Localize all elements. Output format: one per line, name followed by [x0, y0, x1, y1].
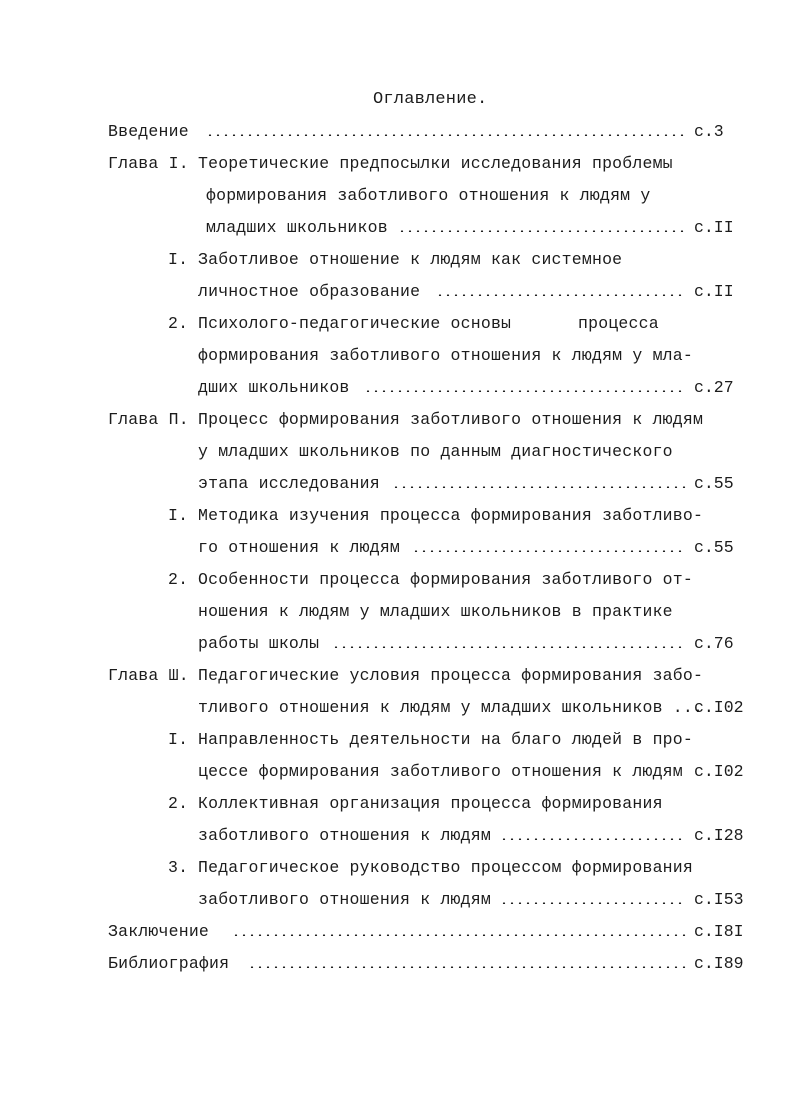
toc-ch3-s3-line2: заботливого отношения к людям [198, 890, 491, 909]
toc-ch1-s2-page: с.27 [694, 378, 734, 397]
toc-ch2-line2: у младших школьников по данным диагностического [198, 442, 673, 461]
toc-ch3-s1-num: I. [168, 730, 189, 749]
page-title: Оглавление. [373, 90, 488, 109]
toc-ch3-page: с.I02 [694, 698, 744, 717]
toc-ch2-s1-page: с.55 [694, 538, 734, 557]
toc-ch2-s2-num: 2. [168, 570, 189, 589]
toc-intro-page: с.3 [694, 122, 724, 141]
toc-conclusion-page: с.I8I [694, 922, 744, 941]
toc-ch2-s2-line1: Особенности процесса формирования заботливого от- [198, 570, 693, 589]
toc-ch3-s1-line2: цессе формирования заботливого отношения к людям [198, 762, 683, 781]
toc-leader [206, 134, 686, 136]
toc-leader [398, 230, 686, 232]
toc-ch1-s2-line1a: Психолого-педагогические основы [198, 314, 512, 333]
toc-leader [332, 646, 686, 648]
toc-leader [412, 550, 686, 552]
toc-leader [364, 390, 686, 392]
toc-ch2-prefix: Глава П. [108, 410, 189, 429]
toc-leader [392, 486, 686, 488]
toc-conclusion-label: Заключение [108, 922, 210, 941]
toc-ch1-s1-line2: личностное образование [198, 282, 421, 301]
toc-ch3-s2-line2: заботливого отношения к людям [198, 826, 491, 845]
toc-ch1-line2: формирования заботливого отношения к людям у [206, 186, 651, 205]
toc-ch3-s1-page: с.I02 [694, 762, 744, 781]
toc-ch1-s1-page: с.II [694, 282, 734, 301]
toc-leader [500, 838, 686, 840]
toc-ch1-prefix: Глава I. [108, 154, 189, 173]
toc-ch1-line1: Теоретические предпосылки исследования проблемы [198, 154, 673, 173]
toc-ch2-s1-line2: го отношения к людям [198, 538, 401, 557]
toc-ch1-s2-line2: формирования заботливого отношения к людям у мла- [198, 346, 693, 365]
toc-ch2-s1-num: I. [168, 506, 189, 525]
toc-ch1-s2-line3: дших школьников [198, 378, 350, 397]
toc-ch1-page: с.II [694, 218, 734, 237]
toc-intro-label: Введение [108, 122, 189, 141]
toc-ch3-line2: тливого отношения к людям у младших школьников ... [198, 698, 704, 717]
toc-ch1-s2-line1b: процесса [578, 314, 659, 333]
toc-ch3-s2-page: с.I28 [694, 826, 744, 845]
toc-bibliography-page: с.I89 [694, 954, 744, 973]
toc-ch2-s2-line2: ношения к людям у младших школьников в практике [198, 602, 673, 621]
toc-ch2-line3: этапа исследования [198, 474, 380, 493]
toc-ch3-line1: Педагогические условия процесса формирования забо- [198, 666, 704, 685]
toc-ch1-s1-num: I. [168, 250, 189, 269]
toc-ch1-line3: младших школьников [206, 218, 388, 237]
toc-ch3-s3-line1: Педагогическое руководство процессом формирования [198, 858, 693, 877]
toc-bibliography-label: Библиография [108, 954, 230, 973]
toc-ch3-prefix: Глава Ш. [108, 666, 189, 685]
toc-ch3-s1-line1: Направленность деятельности на благо людей в про- [198, 730, 693, 749]
toc-ch1-s1-line1: Заботливое отношение к людям как системное [198, 250, 623, 269]
toc-ch3-s2-num: 2. [168, 794, 189, 813]
toc-leader [436, 294, 686, 296]
toc-ch3-s3-page: с.I53 [694, 890, 744, 909]
toc-ch2-s1-line1: Методика изучения процесса формирования заботливо- [198, 506, 704, 525]
toc-ch2-s2-page: с.76 [694, 634, 734, 653]
toc-leader [248, 966, 686, 968]
toc-ch2-line1: Процесс формирования заботливого отношения к людям [198, 410, 704, 429]
toc-ch1-s2-num: 2. [168, 314, 189, 333]
toc-leader [232, 934, 686, 936]
toc-ch3-s3-num: 3. [168, 858, 189, 877]
toc-ch3-s2-line1: Коллективная организация процесса формирования [198, 794, 663, 813]
toc-ch2-page: с.55 [694, 474, 734, 493]
toc-ch2-s2-line3: работы школы [198, 634, 320, 653]
toc-leader [500, 902, 686, 904]
